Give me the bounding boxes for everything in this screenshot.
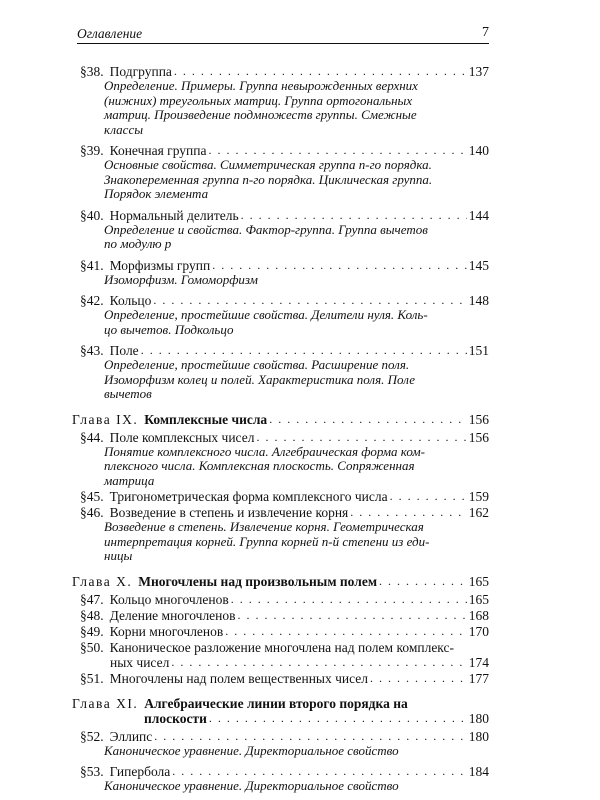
toc-entry-39 bbox=[80, 143, 489, 202]
section-title-continued: ных чисел bbox=[110, 654, 170, 670]
desc-line: Каноническое уравнение. Директориальное свойство bbox=[104, 742, 399, 758]
section-description bbox=[104, 273, 489, 288]
chapter-line[interactable] bbox=[72, 412, 489, 427]
leader-dots bbox=[256, 430, 466, 445]
section-number: §53. bbox=[80, 764, 104, 779]
chapter-label: Глава IX. bbox=[72, 411, 139, 427]
section-page: 174 bbox=[468, 654, 489, 670]
running-title: Оглавление bbox=[77, 26, 143, 41]
toc-line[interactable] bbox=[80, 505, 489, 520]
section-page: 145 bbox=[468, 257, 489, 273]
section-number: §40. bbox=[80, 207, 104, 223]
section-number: §41. bbox=[80, 257, 104, 273]
desc-line: Определение и свойства. Фактор-группа. Группа вычетов bbox=[104, 221, 428, 237]
section-page: 144 bbox=[468, 207, 489, 223]
toc-entry-49 bbox=[80, 624, 489, 639]
section-page: 180 bbox=[468, 728, 489, 744]
desc-line: Определение, простейшие свойства. Делители нуля. Коль- bbox=[104, 307, 428, 322]
section-title: Возведение в степень и извлечение корня bbox=[109, 505, 349, 520]
leader-dots bbox=[225, 624, 466, 639]
toc-line[interactable] bbox=[80, 208, 489, 223]
leader-dots bbox=[238, 608, 467, 623]
section-page: 165 bbox=[468, 591, 489, 607]
toc-line[interactable] bbox=[80, 671, 489, 686]
section-page: 168 bbox=[468, 607, 489, 623]
toc-line[interactable] bbox=[80, 729, 489, 744]
desc-line: Знакопеременная группа n-го порядка. Циклическая группа. bbox=[104, 171, 433, 187]
section-title: Подгруппа bbox=[109, 64, 172, 79]
desc-line: Основные свойства. Симметрическая группа n-го порядка. bbox=[104, 157, 432, 172]
chapter-11 bbox=[72, 696, 489, 726]
toc-line[interactable] bbox=[80, 608, 489, 623]
section-number: §51. bbox=[80, 670, 104, 686]
toc-entry-40 bbox=[80, 208, 489, 252]
section-number: §49. bbox=[80, 623, 104, 639]
section-number: §47. bbox=[80, 591, 104, 607]
section-title: Многочлены над полем вещественных чисел bbox=[109, 670, 369, 686]
section-page: 156 bbox=[468, 429, 489, 445]
toc-line[interactable] bbox=[80, 258, 489, 273]
chapter-line-continued[interactable] bbox=[72, 711, 489, 726]
section-description bbox=[104, 223, 489, 252]
toc-line[interactable] bbox=[80, 489, 489, 504]
section-description bbox=[104, 445, 489, 489]
chapter-page: 180 bbox=[468, 710, 489, 726]
header-rule bbox=[77, 43, 489, 44]
section-title: Корни многочленов bbox=[109, 623, 224, 639]
section-number: §50. bbox=[80, 639, 104, 655]
section-title: Деление многочленов bbox=[109, 607, 236, 623]
section-page: 184 bbox=[468, 764, 489, 779]
desc-line: Возведение в степень. Извлечение корня. Геометрическая bbox=[104, 519, 424, 534]
chapter-page: 156 bbox=[468, 411, 489, 427]
section-title: Нормальный делитель bbox=[109, 207, 239, 223]
desc-line: Изоморфизм. Гомоморфизм bbox=[104, 271, 258, 287]
desc-line: ницы bbox=[104, 548, 133, 563]
section-page: 159 bbox=[468, 489, 489, 504]
toc-entry-51 bbox=[80, 671, 489, 686]
section-number: §45. bbox=[80, 489, 104, 504]
toc-line[interactable] bbox=[80, 143, 489, 158]
section-description bbox=[104, 358, 489, 402]
section-number: §52. bbox=[80, 728, 104, 744]
desc-line: классы bbox=[104, 121, 144, 137]
section-title: Тригонометрическая форма комплексного числа bbox=[109, 489, 388, 504]
leader-dots bbox=[141, 343, 467, 358]
leader-dots bbox=[172, 764, 466, 779]
section-description bbox=[104, 520, 489, 564]
toc-entry-48 bbox=[80, 608, 489, 623]
section-number: §43. bbox=[80, 343, 104, 358]
toc-entry-50 bbox=[80, 640, 489, 670]
section-number: §42. bbox=[80, 293, 104, 308]
section-description bbox=[104, 158, 489, 202]
chapter-title: Алгебраические линии второго порядка на bbox=[144, 695, 408, 711]
section-title: Поле bbox=[109, 343, 139, 358]
section-page: 137 bbox=[468, 64, 489, 79]
desc-line: (нижних) треугольных матриц. Группа ортогональных bbox=[104, 92, 413, 108]
toc-entry-43 bbox=[80, 343, 489, 402]
desc-line: Каноническое уравнение. Директориальное свойство bbox=[104, 778, 399, 793]
toc-line[interactable] bbox=[80, 343, 489, 358]
chapter-title-continued: плоскости bbox=[144, 710, 207, 726]
toc-entry-38 bbox=[80, 64, 489, 137]
section-description bbox=[104, 744, 489, 759]
section-number: §46. bbox=[80, 505, 104, 520]
chapter-line[interactable] bbox=[72, 696, 489, 711]
leader-dots bbox=[231, 592, 467, 607]
section-title: Кольцо многочленов bbox=[109, 591, 229, 607]
section-number: §38. bbox=[80, 64, 104, 79]
toc-line[interactable] bbox=[80, 592, 489, 607]
toc-entry-45 bbox=[80, 489, 489, 504]
leader-dots bbox=[350, 505, 466, 520]
section-page: 140 bbox=[468, 143, 489, 158]
toc-entry-52 bbox=[80, 729, 489, 759]
toc-entry-47 bbox=[80, 592, 489, 607]
section-number: §39. bbox=[80, 143, 104, 158]
chapter-page: 165 bbox=[468, 573, 489, 589]
desc-line: Определение, простейшие свойства. Расширение поля. bbox=[104, 357, 410, 372]
chapter-label: Глава X. bbox=[72, 573, 133, 589]
leader-dots bbox=[269, 412, 467, 427]
section-description bbox=[104, 308, 489, 337]
desc-line: матриц. Произведение подмножеств группы. Смежные bbox=[104, 107, 417, 122]
toc-line[interactable] bbox=[80, 293, 489, 308]
chapter-10 bbox=[72, 574, 489, 589]
section-page: 151 bbox=[468, 343, 489, 358]
section-page: 177 bbox=[468, 670, 489, 686]
section-title: Конечная группа bbox=[109, 143, 207, 158]
leader-dots bbox=[153, 293, 466, 308]
leader-dots bbox=[241, 208, 467, 223]
leader-dots bbox=[208, 143, 466, 158]
toc-entry-42 bbox=[80, 293, 489, 337]
toc-line[interactable] bbox=[80, 624, 489, 639]
section-number: §44. bbox=[80, 429, 104, 445]
leader-dots bbox=[390, 489, 467, 504]
section-page: 148 bbox=[468, 293, 489, 308]
toc-line[interactable] bbox=[80, 430, 489, 445]
section-title: Морфизмы групп bbox=[109, 257, 211, 273]
chapter-title: Многочлены над произвольным полем bbox=[138, 573, 378, 589]
section-page: 170 bbox=[468, 623, 489, 639]
desc-line: плексного числа. Комплексная плоскость. Сопряженная bbox=[104, 458, 415, 473]
toc-line[interactable] bbox=[80, 640, 489, 655]
toc-entry-41 bbox=[80, 258, 489, 288]
chapter-label: Глава XI. bbox=[72, 695, 139, 711]
leader-dots bbox=[171, 655, 466, 670]
section-title: Поле комплексных чисел bbox=[109, 429, 255, 445]
toc-line[interactable] bbox=[80, 764, 489, 779]
desc-line: Изоморфизм колец и полей. Характеристика поля. Поле bbox=[104, 371, 415, 387]
section-title: Кольцо bbox=[109, 293, 152, 308]
desc-line: по модулю p bbox=[104, 236, 172, 251]
chapter-title: Комплексные числа bbox=[144, 411, 268, 427]
desc-line: цо вычетов. Подкольцо bbox=[104, 321, 234, 337]
toc-entry-53 bbox=[80, 764, 489, 794]
section-description bbox=[104, 779, 489, 794]
toc-line-continued[interactable] bbox=[80, 655, 489, 670]
leader-dots bbox=[212, 258, 467, 273]
desc-line: матрица bbox=[104, 472, 155, 488]
chapter-line[interactable] bbox=[72, 574, 489, 589]
toc-line[interactable] bbox=[80, 64, 489, 79]
section-title: Каноническое разложение многочлена над полем комплекс- bbox=[109, 639, 455, 655]
desc-line: интерпретация корней. Группа корней n-й степени из еди- bbox=[104, 533, 430, 549]
leader-dots bbox=[174, 64, 467, 79]
page-number: 7 bbox=[482, 25, 489, 40]
leader-dots bbox=[379, 574, 467, 589]
section-number: §48. bbox=[80, 607, 104, 623]
section-title: Эллипс bbox=[109, 728, 153, 744]
chapter-9 bbox=[72, 412, 489, 427]
leader-dots bbox=[209, 711, 467, 726]
toc-entry-46 bbox=[80, 505, 489, 564]
desc-line: Определение. Примеры. Группа невырожденных верхних bbox=[104, 78, 418, 93]
section-page: 162 bbox=[468, 505, 489, 520]
leader-dots bbox=[370, 671, 467, 686]
section-title: Гипербола bbox=[109, 764, 171, 779]
section-description bbox=[104, 79, 489, 137]
desc-line: вычетов bbox=[104, 386, 152, 401]
page-header bbox=[77, 24, 489, 44]
desc-line: Понятие комплексного числа. Алгебраическая форма ком- bbox=[104, 443, 425, 459]
desc-line: Порядок элемента bbox=[104, 186, 209, 201]
table-of-contents bbox=[72, 64, 489, 800]
toc-entry-44 bbox=[80, 430, 489, 489]
leader-dots bbox=[154, 729, 466, 744]
